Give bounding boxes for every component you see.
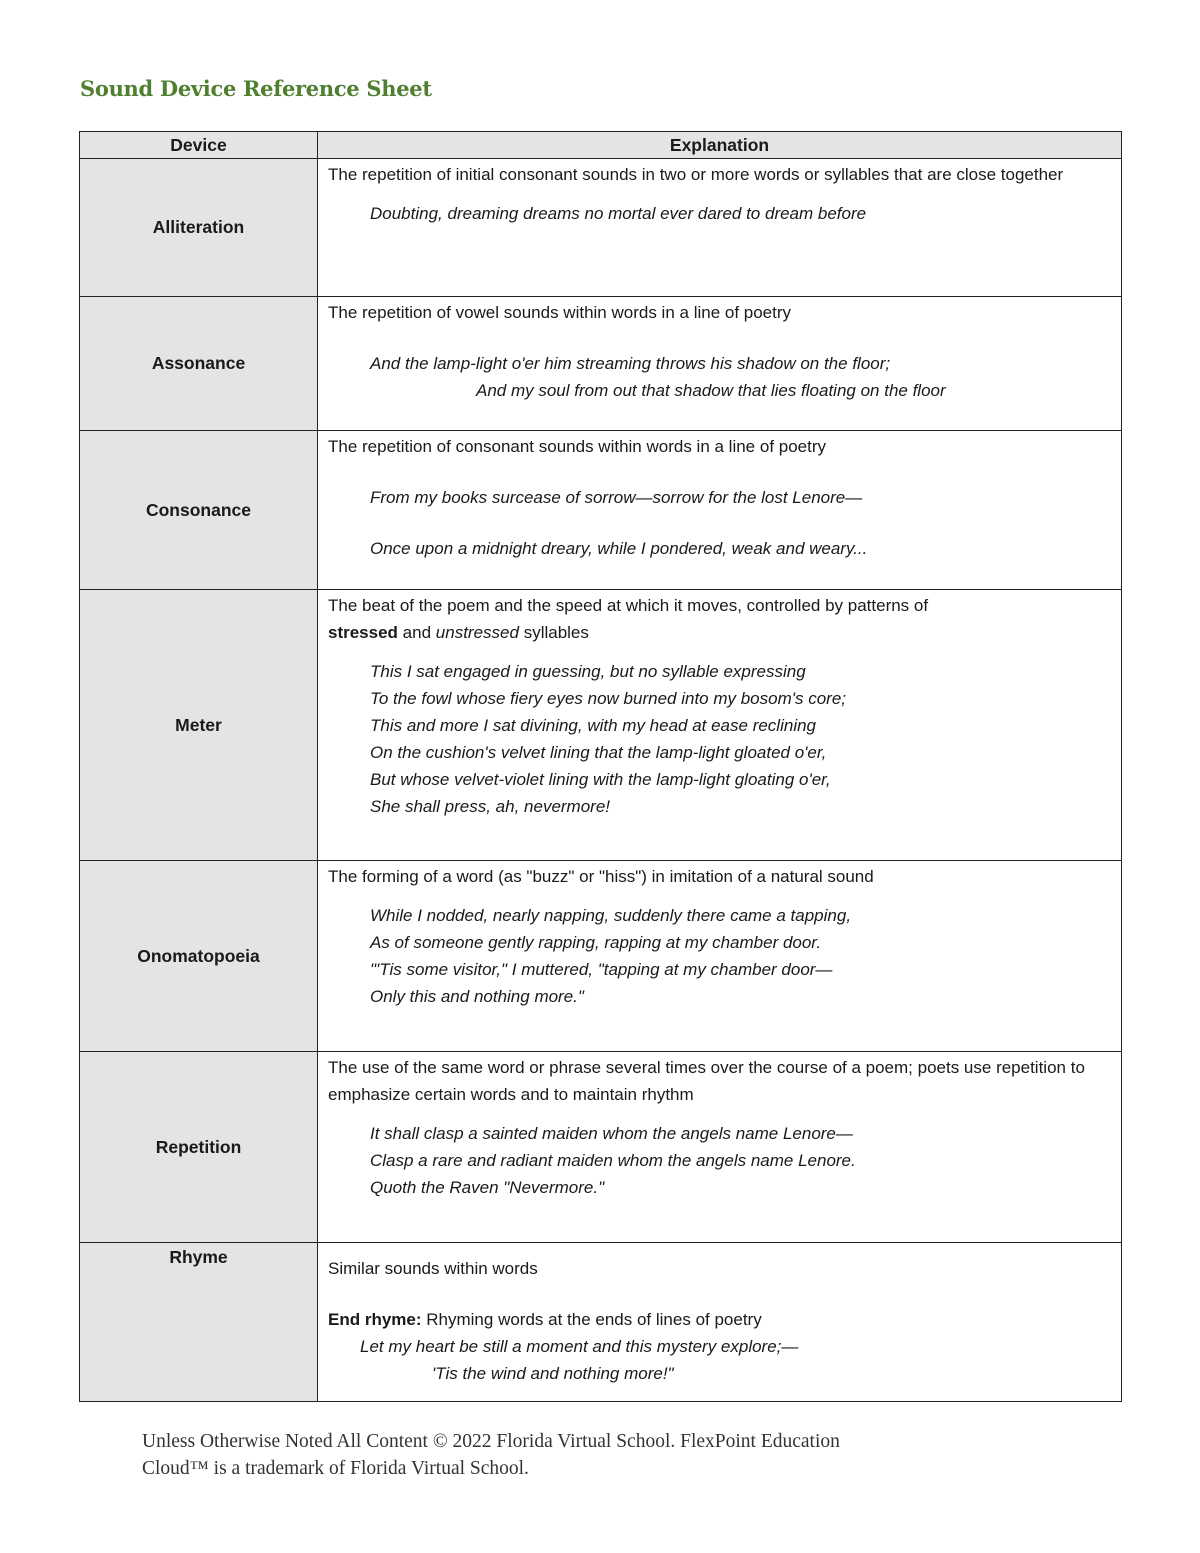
description: The repetition of initial consonant sounds in two or more words or syllables that are close together: [328, 165, 1064, 184]
example-lines: [328, 1333, 1111, 1387]
example-line: Quoth the Raven "Nevermore.": [370, 1178, 605, 1197]
example-line: 'Tis the wind and nothing more!": [432, 1364, 674, 1383]
footer-line: Unless Otherwise Noted All Content © 2022 Florida Virtual School. FlexPoint Education: [142, 1431, 840, 1452]
explanation-repetition: [318, 1052, 1122, 1243]
end-rhyme-definition: End rhyme: Rhyming words at the ends of lines of poetry: [328, 1310, 762, 1329]
sound-device-table: [79, 131, 1122, 1402]
device-meter: Meter: [80, 590, 318, 861]
device-alliteration: Alliteration: [80, 159, 318, 297]
example-line: "'Tis some visitor," I muttered, "tapping at my chamber door—: [370, 960, 833, 979]
device-onomatopoeia: Onomatopoeia: [80, 861, 318, 1052]
page-title: Sound Device Reference Sheet: [80, 76, 432, 101]
device-repetition: Repetition: [80, 1052, 318, 1243]
header-explanation: Explanation: [318, 132, 1122, 159]
device-consonance: Consonance: [80, 431, 318, 590]
table-row: [80, 297, 1122, 431]
table-row: [80, 1243, 1122, 1402]
device-rhyme: Rhyme: [80, 1243, 318, 1402]
description: The repetition of vowel sounds within words in a line of poetry: [328, 303, 792, 322]
example-line: As of someone gently rapping, rapping at my chamber door.: [370, 933, 822, 952]
table-row: [80, 159, 1122, 297]
example-line: Doubting, dreaming dreams no mortal ever dared to dream before: [370, 204, 867, 223]
description: The forming of a word (as "buzz" or "hiss") in imitation of a natural sound: [328, 867, 874, 886]
table-row: [80, 1052, 1122, 1243]
footer-line: Cloud™ is a trademark of Florida Virtual School.: [142, 1458, 529, 1479]
description: The use of the same word or phrase several times over the course of a poem; poets use repetition to emphasize certain words and to maintain rhythm: [328, 1058, 1085, 1104]
description: Similar sounds within words: [328, 1259, 538, 1278]
example-line: Once upon a midnight dreary, while I pondered, weak and weary...: [370, 539, 868, 558]
explanation-consonance: [318, 431, 1122, 590]
header-device: Device: [80, 132, 318, 159]
example-line: While I nodded, nearly napping, suddenly there came a tapping,: [370, 906, 852, 925]
example-lines: [328, 484, 1111, 562]
example-line: But whose velvet-violet lining with the lamp-light gloating o'er,: [370, 770, 831, 789]
example-lines: [328, 350, 1111, 404]
explanation-rhyme: [318, 1243, 1122, 1402]
example-line: She shall press, ah, nevermore!: [370, 797, 611, 816]
example-line: And my soul from out that shadow that lies floating on the floor: [476, 381, 946, 400]
example-lines: [328, 902, 1111, 1010]
example-lines: [328, 658, 1111, 820]
description: The beat of the poem and the speed at which it moves, controlled by patterns of stressed and unstressed syllables: [328, 596, 929, 642]
example-line: Clasp a rare and radiant maiden whom the angels name Lenore.: [370, 1151, 856, 1170]
explanation-alliteration: [318, 159, 1122, 297]
example-line: This and more I sat divining, with my head at ease reclining: [370, 716, 817, 735]
example-lines: [328, 1120, 1111, 1201]
example-line: Only this and nothing more.": [370, 987, 584, 1006]
explanation-assonance: [318, 297, 1122, 431]
explanation-onomatopoeia: [318, 861, 1122, 1052]
example-line: Let my heart be still a moment and this mystery explore;—: [360, 1337, 799, 1356]
table-row: [80, 431, 1122, 590]
table-row: [80, 861, 1122, 1052]
table-header-row: [80, 132, 1122, 159]
table-row: [80, 590, 1122, 861]
example-line: From my books surcease of sorrow—sorrow for the lost Lenore—: [370, 488, 863, 507]
copyright-footer: [142, 1428, 1042, 1482]
example-lines: [328, 200, 1111, 227]
example-line: To the fowl whose fiery eyes now burned into my bosom's core;: [370, 689, 847, 708]
example-line: On the cushion's velvet lining that the lamp-light gloated o'er,: [370, 743, 827, 762]
example-line: It shall clasp a sainted maiden whom the angels name Lenore—: [370, 1124, 853, 1143]
example-line: And the lamp-light o'er him streaming throws his shadow on the floor;: [370, 354, 891, 373]
explanation-meter: [318, 590, 1122, 861]
example-line: This I sat engaged in guessing, but no syllable expressing: [370, 662, 806, 681]
device-assonance: Assonance: [80, 297, 318, 431]
description: The repetition of consonant sounds within words in a line of poetry: [328, 437, 827, 456]
